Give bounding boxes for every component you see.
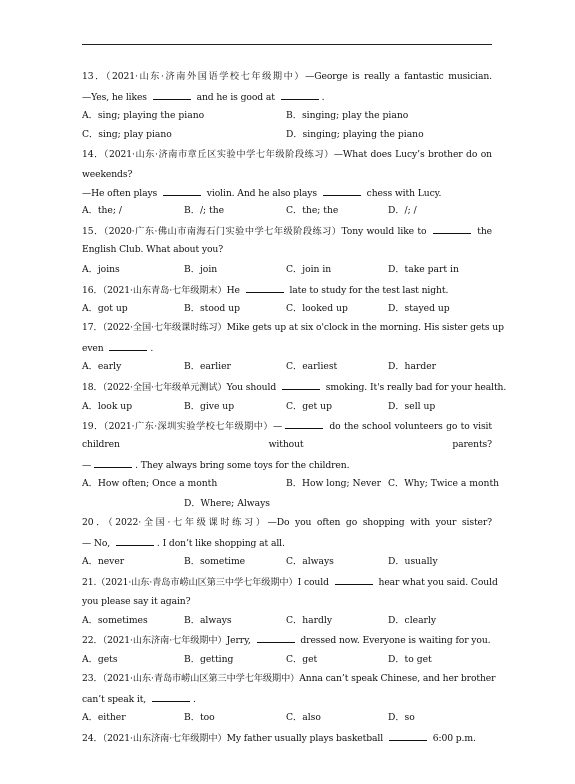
stem-text: even bbox=[82, 343, 107, 354]
question-21-stem-line bbox=[82, 596, 492, 608]
question-22-stem-line bbox=[82, 634, 492, 647]
answer-option: C．also bbox=[286, 712, 321, 723]
answer-option: A．the; / bbox=[82, 205, 122, 216]
stem-text: smoking. It's really bad for your health. bbox=[322, 382, 507, 393]
answer-option: A．sing; playing the piano bbox=[82, 110, 205, 121]
answer-option: D．clearly bbox=[388, 615, 437, 626]
stem-text: children without parents? bbox=[82, 439, 492, 450]
stem-text: do the school volunteers go to visit bbox=[326, 421, 492, 432]
question-14-stem-line bbox=[82, 187, 492, 200]
question-19-stem-line bbox=[82, 459, 492, 472]
answer-blank bbox=[94, 459, 132, 468]
stem-text: 24．（2021·山东济南·七年级期中）My father usually plays basketball bbox=[82, 733, 386, 744]
answer-blank bbox=[109, 342, 147, 351]
question-24-stem-line bbox=[82, 732, 492, 745]
answer-option: D．sell up bbox=[388, 401, 436, 412]
answer-option: A．early bbox=[82, 361, 122, 372]
question-23-stem-line bbox=[82, 673, 496, 685]
answer-option: A．got up bbox=[82, 303, 128, 314]
answer-option: B．sometime bbox=[184, 556, 246, 567]
stem-text: . I don’t like shopping at all. bbox=[156, 538, 285, 549]
answer-option: D．/; / bbox=[388, 205, 417, 216]
stem-text: . They always bring some toys for the children. bbox=[135, 460, 350, 471]
question-17-stem-line bbox=[82, 342, 492, 355]
answer-option: A．How often; Once a month bbox=[82, 478, 218, 489]
stem-text: 16．（2021·山东青岛·七年级期末）He bbox=[82, 285, 243, 296]
answer-option: A．sometimes bbox=[82, 615, 148, 626]
question-13-stem-line bbox=[82, 91, 492, 104]
answer-option: D．usually bbox=[388, 556, 438, 567]
answer-option: B．always bbox=[184, 615, 232, 626]
stem-text: —He often plays bbox=[82, 188, 160, 199]
stem-text: 6:00 p.m. bbox=[429, 733, 476, 744]
answer-option: C．Why; Twice a month bbox=[388, 478, 500, 489]
answer-option: A．gets bbox=[82, 654, 118, 665]
answer-option: C．earliest bbox=[286, 361, 338, 372]
stem-text: hear what you said. Could bbox=[375, 577, 498, 588]
answer-option: C．always bbox=[286, 556, 334, 567]
stem-text: 22．（2021·山东济南·七年级期中）Jerry, bbox=[82, 635, 254, 646]
stem-text: 20．（2022·全国·七年级课时练习）—Do you often go shopping with your sister? bbox=[82, 517, 492, 528]
answer-option: B．singing; play the piano bbox=[286, 110, 409, 121]
question-13-stem-line bbox=[82, 71, 492, 83]
question-20-stem-line bbox=[82, 517, 492, 529]
answer-blank bbox=[152, 693, 190, 702]
answer-option: B．join bbox=[184, 264, 218, 275]
answer-option: C．get bbox=[286, 654, 318, 665]
question-21-stem-line bbox=[82, 576, 498, 589]
answer-option: D．Where; Always bbox=[184, 498, 271, 509]
answer-blank bbox=[389, 732, 427, 741]
stem-text: 18．（2022·全国·七年级单元测试）You should bbox=[82, 382, 279, 393]
answer-blank bbox=[335, 576, 373, 585]
stem-text: weekends? bbox=[82, 169, 133, 180]
stem-text: dressed now. Everyone is waiting for you. bbox=[297, 635, 491, 646]
stem-text: 23．（2021·山东·青岛市崂山区第三中学七年级期中）Anna can’t speak Chinese, and her brother bbox=[82, 673, 496, 684]
answer-option: A．never bbox=[82, 556, 125, 567]
answer-option: B．getting bbox=[184, 654, 234, 665]
answer-blank bbox=[285, 420, 323, 429]
question-23-stem-line bbox=[82, 693, 492, 706]
question-16-stem-line bbox=[82, 284, 492, 297]
answer-blank bbox=[281, 91, 319, 100]
stem-text: — bbox=[82, 460, 92, 471]
stem-text: . bbox=[321, 92, 325, 103]
stem-text: and he is good at bbox=[193, 92, 278, 103]
answer-option: B．earlier bbox=[184, 361, 231, 372]
answer-option: D．stayed up bbox=[388, 303, 450, 314]
answer-option: C．hardly bbox=[286, 615, 333, 626]
answer-option: D．singing; playing the piano bbox=[286, 129, 424, 140]
answer-blank bbox=[282, 381, 320, 390]
answer-option: C．sing; play piano bbox=[82, 129, 172, 140]
stem-text: . bbox=[192, 694, 196, 705]
question-14-stem-line bbox=[82, 149, 492, 161]
stem-text: 17．（2022·全国·七年级课时练习）Mike gets up at six o'clock in the morning. His sister gets up bbox=[82, 322, 504, 333]
question-15-stem-line bbox=[82, 244, 492, 256]
question-17-stem-line bbox=[82, 322, 504, 334]
stem-text: chess with Lucy. bbox=[363, 188, 442, 199]
answer-option: D．take part in bbox=[388, 264, 459, 275]
question-20-stem-line bbox=[82, 537, 492, 550]
answer-option: C．looked up bbox=[286, 303, 348, 314]
answer-option: D．harder bbox=[388, 361, 437, 372]
stem-text: the bbox=[473, 226, 492, 237]
answer-option: B．stood up bbox=[184, 303, 241, 314]
question-19-stem-line bbox=[82, 439, 492, 451]
answer-option: B．give up bbox=[184, 401, 235, 412]
stem-text: 14．（2021·山东·济南市章丘区实验中学七年级阶段练习）—What does Lucy’s brother do on bbox=[82, 149, 492, 160]
answer-blank bbox=[323, 187, 361, 196]
answer-option: C．get up bbox=[286, 401, 332, 412]
answer-blank bbox=[153, 91, 191, 100]
answer-blank bbox=[433, 225, 471, 234]
stem-text: . bbox=[150, 343, 154, 354]
header-rule bbox=[82, 44, 492, 45]
answer-blank bbox=[163, 187, 201, 196]
question-14-stem-line bbox=[82, 169, 492, 181]
stem-text: 13．（2021·山东·济南外国语学校七年级期中）—George is really a fantastic musician. bbox=[82, 71, 492, 82]
answer-option: B．How long; Never bbox=[286, 478, 382, 489]
stem-text: can’t speak it, bbox=[82, 694, 149, 705]
answer-option: A．joins bbox=[82, 264, 120, 275]
answer-blank bbox=[116, 537, 154, 546]
answer-blank bbox=[257, 634, 295, 643]
answer-option: B．too bbox=[184, 712, 215, 723]
question-18-stem-line bbox=[82, 381, 507, 394]
stem-text: 19．（2021·广东·深圳实验学校七年级期中）— bbox=[82, 421, 283, 432]
answer-option: A．look up bbox=[82, 401, 133, 412]
stem-text: you please say it again? bbox=[82, 596, 191, 607]
answer-option: A．either bbox=[82, 712, 126, 723]
stem-text: —Yes, he likes bbox=[82, 92, 150, 103]
stem-text: 15．（2020·广东·佛山市南海石门实验中学七年级阶段练习）Tony would like to bbox=[82, 226, 430, 237]
stem-text: late to study for the test last night. bbox=[286, 285, 449, 296]
question-15-stem-line bbox=[82, 225, 492, 238]
answer-blank bbox=[246, 284, 284, 293]
answer-option: C．the; the bbox=[286, 205, 339, 216]
stem-text: violin. And he also plays bbox=[203, 188, 320, 199]
answer-option: D．to get bbox=[388, 654, 432, 665]
stem-text: 21.（2021·山东·青岛市崂山区第三中学七年级期中）I could bbox=[82, 577, 332, 588]
answer-option: C．join in bbox=[286, 264, 332, 275]
question-19-stem-line bbox=[82, 420, 492, 433]
answer-option: B．/; the bbox=[184, 205, 225, 216]
stem-text: — No, bbox=[82, 538, 113, 549]
stem-text: English Club. What about you? bbox=[82, 244, 224, 255]
answer-option: D．so bbox=[388, 712, 415, 723]
